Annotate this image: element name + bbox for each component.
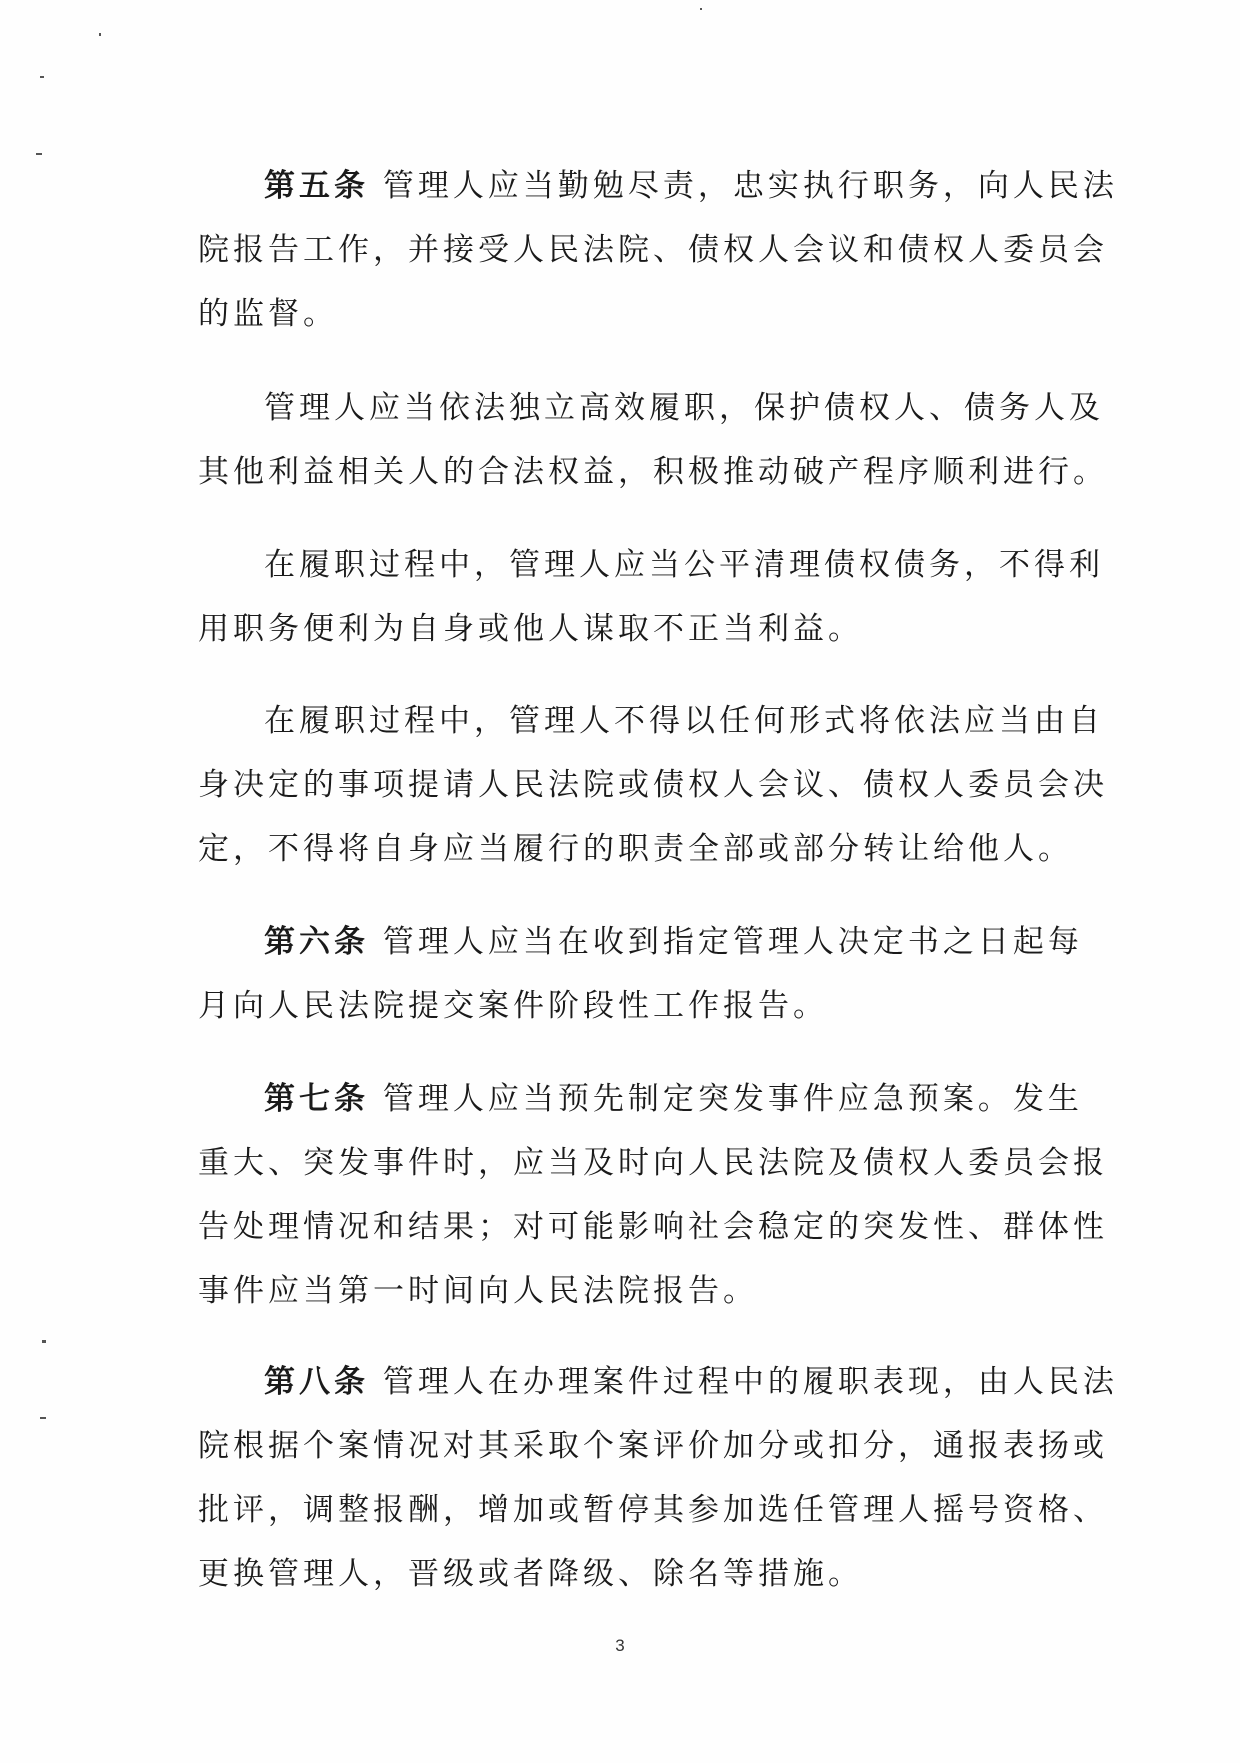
text-line: 月向人民法院提交案件阶段性工作报告。 xyxy=(198,988,828,1024)
text-line: 用职务便利为自身或他人谋取不正当利益。 xyxy=(198,611,863,647)
scan-speck xyxy=(40,1417,46,1419)
text-line: 院报告工作，并接受人民法院、债权人会议和债权人委员会 xyxy=(198,232,1108,268)
text-line xyxy=(198,1067,1083,1131)
text-line: 的监督。 xyxy=(198,296,338,332)
scan-speck xyxy=(99,33,101,36)
text-line: 院根据个案情况对其采取个案评价加分或扣分，通报表扬或 xyxy=(198,1428,1108,1464)
scan-speck xyxy=(40,76,44,78)
line-text: 管理人应当在收到指定管理人决定书之日起每 xyxy=(382,924,1083,960)
text-line: 更换管理人，晋级或者降级、除名等措施。 xyxy=(198,1556,863,1592)
text-line: 告处理情况和结果；对可能影响社会稳定的突发性、群体性 xyxy=(198,1209,1108,1245)
text-line xyxy=(198,1350,1118,1414)
text-line: 重大、突发事件时，应当及时向人民法院及债权人委员会报 xyxy=(198,1145,1108,1181)
article-7-paragraph xyxy=(198,1067,1108,1323)
scan-speck xyxy=(700,8,702,10)
article-6-paragraph xyxy=(198,910,1083,1038)
scan-speck xyxy=(36,153,42,155)
article-heading: 第七条 xyxy=(264,1081,369,1117)
article-heading: 第五条 xyxy=(264,168,369,204)
body-paragraph xyxy=(198,376,1108,504)
text-line: 管理人应当依法独立高效履职，保护债权人、债务人及 xyxy=(264,390,1104,426)
article-heading: 第八条 xyxy=(264,1364,369,1400)
article-8-paragraph xyxy=(198,1350,1118,1606)
body-paragraph xyxy=(198,689,1108,881)
line-text: 管理人应当预先制定突发事件应急预案。发生 xyxy=(382,1081,1083,1117)
page-number: 3 xyxy=(615,1636,625,1655)
line-text: 管理人在办理案件过程中的履职表现，由人民法 xyxy=(382,1364,1118,1400)
text-line xyxy=(198,154,1118,218)
text-line: 批评，调整报酬，增加或暂停其参加选任管理人摇号资格、 xyxy=(198,1492,1108,1528)
scan-speck xyxy=(42,1340,46,1343)
text-line: 身决定的事项提请人民法院或债权人会议、债权人委员会决 xyxy=(198,767,1108,803)
text-line: 其他利益相关人的合法权益，积极推动破产程序顺利进行。 xyxy=(198,454,1108,490)
text-line: 定，不得将自身应当履行的职责全部或部分转让给他人。 xyxy=(198,831,1073,867)
text-line: 在履职过程中，管理人不得以任何形式将依法应当由自 xyxy=(264,703,1104,739)
text-line xyxy=(198,910,1083,974)
line-text: 管理人应当勤勉尽责，忠实执行职务，向人民法 xyxy=(382,168,1118,204)
body-paragraph xyxy=(198,533,1104,661)
article-5-paragraph xyxy=(198,154,1118,346)
text-line: 事件应当第一时间向人民法院报告。 xyxy=(198,1273,758,1309)
article-heading: 第六条 xyxy=(264,924,369,960)
text-line: 在履职过程中，管理人应当公平清理债权债务，不得利 xyxy=(264,547,1104,583)
